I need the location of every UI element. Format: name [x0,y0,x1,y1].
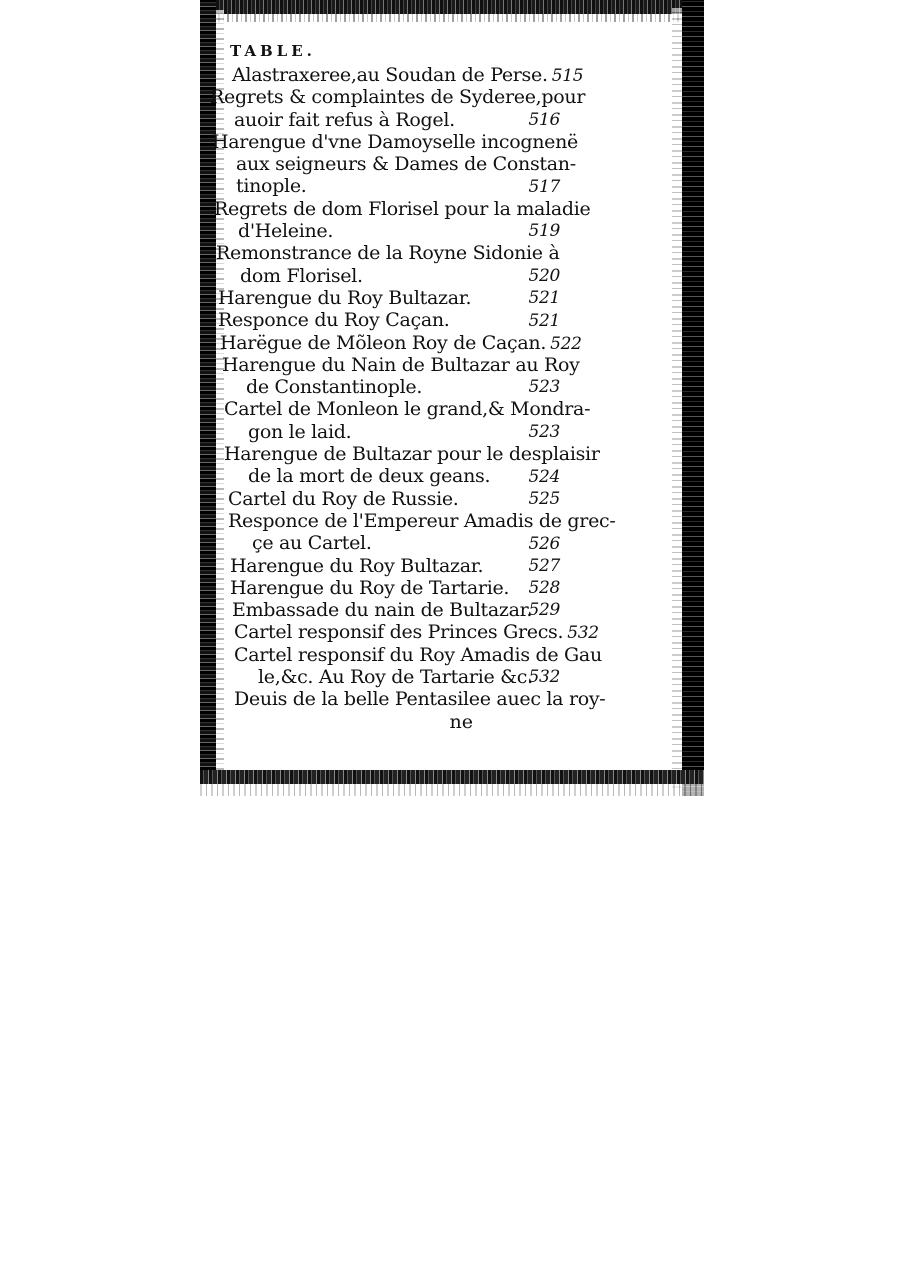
toc-entry-title: Responce de l'Empereur Amadis de grec- [228,509,616,532]
toc-entry-continuation: auoir fait refus à Rogel. [234,108,455,131]
toc-entry-continuation: le,&c. Au Roy de Tartarie &c. [258,666,533,689]
toc-entry-title: Harengue d'vne Damoyselle incognenë [212,130,578,153]
toc-entry [224,398,591,443]
toc-entry [210,86,586,131]
toc-entry-continuation: d'Heleine. [238,220,334,243]
toc-entry [230,555,560,577]
toc-entry-title: Harëgue de Mõleon Roy de Caçan. 522 [220,331,582,354]
toc-page-number: 520 [528,265,560,286]
page-edge-top-shadow [200,14,704,22]
toc-page-number: 528 [528,578,560,599]
toc-page-number: 532 [528,667,560,688]
toc-entry [218,287,560,309]
toc-entry [216,242,560,287]
toc-page-number: 521 [528,288,560,309]
toc-page-number: 515 [551,66,584,86]
toc-entry-continuation: de Constantinople. [246,376,423,399]
toc-entry-title: Cartel responsif des Princes Grecs. 532 [234,621,599,644]
toc-page-number: 527 [528,555,560,576]
toc-entry-title: Cartel du Roy de Russie. [228,487,459,510]
toc-entry [232,64,584,86]
toc-page-number: 525 [528,488,560,509]
toc-entry [218,309,560,331]
page-edge-bottom [200,770,704,784]
toc-entry-continuation: dom Florisel. [240,264,363,287]
toc-page-number: 521 [528,310,560,331]
toc-entry-title: Embassade du nain de Bultazar. [232,599,533,622]
toc-entry-title: Cartel de Monleon le grand,& Mondra- [224,398,591,421]
toc-page-number: 516 [528,109,560,130]
toc-entry [214,197,591,243]
toc-entry-title: Harengue du Roy Bultazar. [230,554,484,577]
toc-entry-title: Regrets de dom Florisel pour la maladie [214,197,591,220]
page-edge-bottom-shadow [200,784,704,796]
toc-entry [220,331,582,354]
toc-entry-title: Regrets & complaintes de Syderee,pour [210,86,586,109]
toc-entry [232,599,560,621]
page-edge-top [200,0,704,14]
toc-entry [234,688,606,711]
toc-page-number: 523 [528,422,560,443]
toc-page-number: 524 [528,466,560,487]
toc-entry [222,353,580,399]
toc-entry [234,621,599,644]
toc-entry [228,509,616,555]
toc-entry-title: Remonstrance de la Royne Sidonie à [216,242,560,265]
toc-entry [224,443,600,488]
toc-entry-title: Alastraxeree,au Soudan de Perse. 515 [232,64,584,86]
toc-entry [230,577,560,599]
toc-entry [234,643,602,689]
running-head: TABLE. [230,42,316,60]
table-of-contents [100,64,616,733]
toc-entry-title: Responce du Roy Caçan. [218,309,450,332]
toc-page-number: 532 [567,623,599,644]
toc-entry-title: Deuis de la belle Pentasilee auec la roy- [234,688,606,711]
toc-entry-title: Harengue du Roy de Tartarie. [230,576,510,599]
toc-page-number: 519 [528,221,560,242]
toc-entry-continuation: aux seigneurs & Dames de Constan- [236,153,576,176]
catchword: ne [449,710,473,733]
toc-entry-title: Cartel responsif du Roy Amadis de Gau [234,643,602,666]
toc-page-number: 526 [528,533,560,554]
toc-entry-title: Harengue de Bultazar pour le desplaisir [224,443,600,466]
toc-entry-continuation: gon le laid. [248,420,352,443]
toc-entry [212,130,578,198]
toc-page-number: 522 [550,333,582,354]
page-edge-right-shadow [672,8,682,788]
page-edge-right [682,0,704,796]
toc-entry-title: Harengue du Nain de Bultazar au Roy [222,353,580,376]
toc-entry-continuation: de la mort de deux geans. [248,465,491,488]
toc-page-number: 523 [528,377,560,398]
toc-entry [228,488,560,510]
toc-page-number: 529 [528,600,560,621]
toc-page-number: 517 [528,176,560,197]
toc-entry-continuation: tinople. [236,175,307,198]
toc-entry-title: Harengue du Roy Bultazar. [218,286,472,309]
toc-entry-continuation: çe au Cartel. [252,532,372,555]
